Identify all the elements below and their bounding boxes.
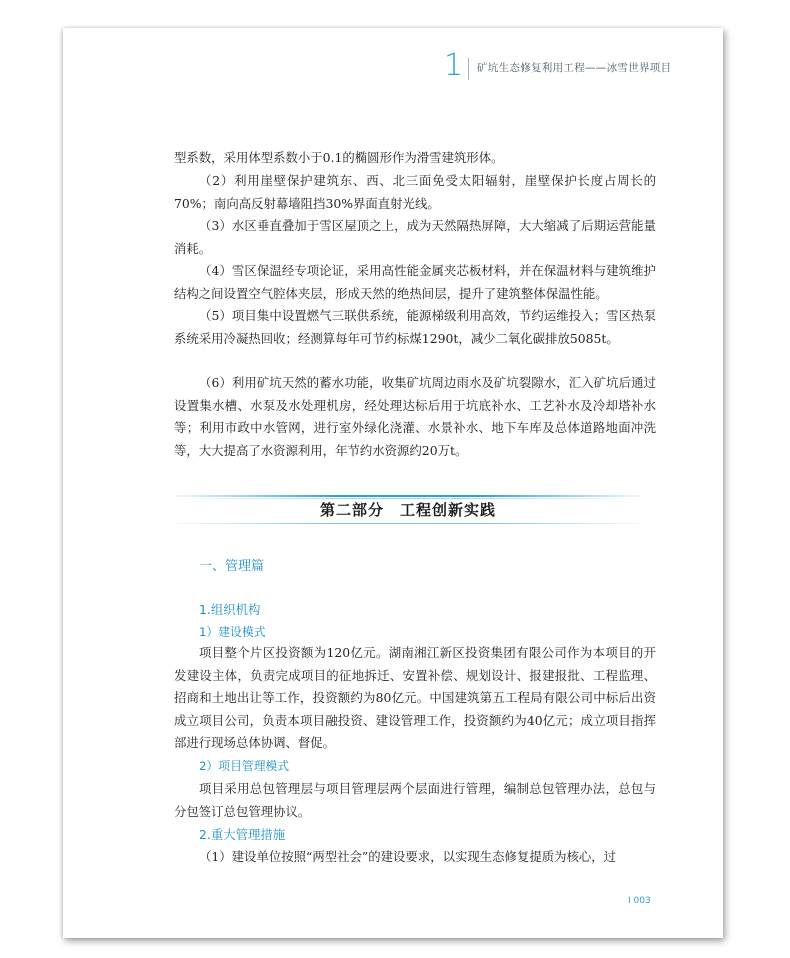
paragraph-construction-mode: 项目整个片区投资额为120亿元。湖南湘江新区投资集团有限公司作为本项目的开发建设主体，负责完成项目的征地拆迁、安置补偿、规划设计、报建报批、工程监理、招商和土地出让等工作，投资额约为80亿元。中国建筑第五工程局有限公司中标后出资成立项目公司，负责本项目融投资、建设管理工作，投资额约为40亿元；成立项目指挥部进行现场总体协调、督促。 xyxy=(174,645,656,750)
paragraph-continuation: 型系数，采用体型系数小于0.1的椭圆形作为滑雪建筑形体。 xyxy=(174,150,504,165)
chapter-number: 1 xyxy=(444,48,464,83)
running-title: 矿坑生态修复利用工程——冰雪世界项目 xyxy=(477,62,672,74)
paragraph-measure-1: （1）建设单位按照“两型社会”的建设要求，以实现生态修复提质为核心，过 xyxy=(199,849,617,864)
page-number: I 003 xyxy=(628,896,651,906)
banner-rule-bottom xyxy=(174,523,642,524)
heading-management: 一、管理篇 xyxy=(199,559,265,574)
header-divider xyxy=(468,58,469,80)
paragraph-management-mode: 项目采用总包管理层与项目管理层两个层面进行管理，编制总包管理办法，总包与分包签订总包管理协议。 xyxy=(174,781,656,819)
heading-major-measures: 2.重大管理措施 xyxy=(199,827,286,842)
paragraph-item-2: （2）利用崖壁保护建筑东、西、北三面免受太阳辐射，崖壁保护长度占周长的70%；南向高反射幕墙阻挡30%界面直射光线。 xyxy=(174,173,656,211)
paragraph-item-3: （3）水区垂直叠加于雪区屋顶之上，成为天然隔热屏障，大大缩减了后期运营能量消耗。 xyxy=(174,218,656,256)
paragraph-item-4: （4）雪区保温经专项论证，采用高性能金属夹芯板材料，并在保温材料与建筑维护结构之间设置空气腔体夹层，形成天然的绝热间层，提升了建筑整体保温性能。 xyxy=(174,263,656,301)
paragraph-item-5: （5）项目集中设置燃气三联供系统，能源梯级利用高效，节约运维投入；雪区热泵系统采用冷凝热回收；经测算每年可节约标煤1290t，减少二氧化碳排放5085t。 xyxy=(174,308,656,346)
heading-construction-mode: 1）建设模式 xyxy=(199,625,266,639)
section-banner xyxy=(174,492,642,526)
section-title: 第二部分 工程创新实践 xyxy=(319,501,496,519)
paragraph-item-6: （6）利用矿坑天然的蓄水功能，收集矿坑周边雨水及矿坑裂隙水，汇入矿坑后通过设置集水槽、水泵及水处理机房，经处理达标后用于坑底补水、工艺补水及冷却塔补水等；利用市政中水管网，进行室外绿化浇灌、水景补水、地下车库及总体道路地面冲洗等，大大提高了水资源利用，年节约水资源约20万t。 xyxy=(174,375,656,458)
banner-rule-top xyxy=(174,495,642,497)
heading-organization: 1.组织机构 xyxy=(199,602,261,617)
heading-management-mode: 2）项目管理模式 xyxy=(199,759,290,773)
